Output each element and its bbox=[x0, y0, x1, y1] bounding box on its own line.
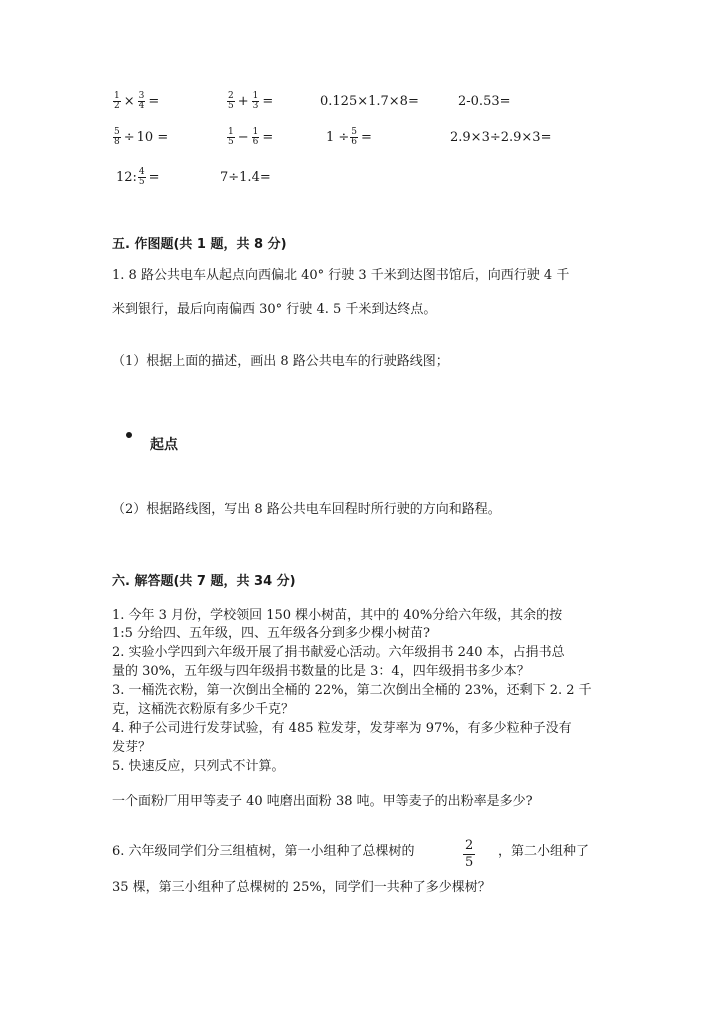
fraction: $\frac{4}{5}$ bbox=[138, 167, 145, 187]
calc-item-r2-b: $\frac{1}{5}$ − $\frac{1}{6}$ = bbox=[228, 127, 274, 147]
fraction: $\frac{3}{4}$ bbox=[138, 91, 145, 111]
calc-item-r3-a: 12: $\frac{4}{5}$ = bbox=[116, 167, 160, 187]
section6-line: 克，这桶洗衣粉原有多少千克？ bbox=[112, 702, 295, 717]
section6-q5-detail: 一个面粉厂用甲等麦子 40 吨磨出面粉 38 吨。甲等麦子的出粉率是多少? bbox=[112, 794, 533, 809]
fraction: $\frac{1}{5}$ bbox=[228, 127, 234, 147]
section5-heading: 五. 作图题(共 1 题，共 8 分) bbox=[112, 237, 287, 252]
calc-item-r1-b: $\frac{2}{5}$ + $\frac{1}{3}$ = bbox=[228, 91, 274, 111]
section6-line: 1:5 分给四、五年级，四、五年级各分到多少棵小树苗? bbox=[112, 626, 431, 641]
section6-q6-line1-pre: 6. 六年级同学们分三组植树，第一小组种了总棵树的 bbox=[112, 844, 415, 859]
section6-line: 量的 30%，五年级与四年级捐书数量的比是 3：4，四年级捐书多少本？ bbox=[112, 664, 530, 679]
section6-line: 2. 实验小学四到六年级开展了捐书献爱心活动。六年级捐书 240 本，占捐书总 bbox=[112, 645, 565, 660]
section5-q1-line1: 1. 8 路公共电车从起点向西偏北 40° 行驶 3 千米到达图书馆后，向西行驶 4 千 bbox=[112, 268, 570, 283]
section5-sub1: （1）根据上面的描述，画出 8 路公共电车的行驶路线图； bbox=[112, 354, 449, 369]
calc-item-r1-c: 0.125×1.7×8= bbox=[320, 94, 419, 109]
fraction: $\frac{1}{2}$ bbox=[114, 91, 120, 111]
section6-line: 发芽？ bbox=[112, 740, 152, 755]
fraction: $\frac{5}{8}$ bbox=[114, 127, 120, 147]
calc-item-r1-a: $\frac{1}{2}$ × $\frac{3}{4}$ = bbox=[114, 91, 160, 111]
section6-line: 4. 种子公司进行发芽试验，有 485 粒发芽，发芽率为 97%，有多少粒种子没有 bbox=[112, 721, 572, 736]
section6-q6-fraction: $\frac{2}{5}$ bbox=[465, 838, 474, 870]
section6-line: 1. 今年 3 月份，学校领回 150 棵小树苗，其中的 40%分给六年级，其余的按 bbox=[112, 608, 563, 623]
start-point-label: 起点 bbox=[150, 437, 178, 453]
section5-sub2: （2）根据路线图，写出 8 路公共电车回程时所行驶的方向和路程。 bbox=[112, 502, 501, 517]
calc-item-r3-b: 7÷1.4= bbox=[220, 170, 271, 185]
section6-q6-line1-post: ，第二小组种了 bbox=[498, 844, 590, 859]
calc-item-r2-a: $\frac{5}{8}$ ÷ 10 = bbox=[114, 127, 169, 147]
fraction: $\frac{2}{5}$ bbox=[228, 91, 234, 111]
fraction: $\frac{1}{6}$ bbox=[252, 127, 259, 147]
section5-q1-line2: 米到银行，最后向南偏西 30° 行驶 4. 5 千米到达终点。 bbox=[112, 302, 437, 317]
calc-item-r1-d: 2-0.53= bbox=[458, 94, 511, 109]
section6-line: 5. 快速反应，只列式不计算。 bbox=[112, 759, 285, 774]
section6-heading: 六. 解答题(共 7 题，共 34 分) bbox=[112, 574, 296, 589]
calc-item-r2-d: 2.9×3÷2.9×3= bbox=[450, 130, 552, 145]
calc-item-r2-c: 1 ÷ $\frac{5}{6}$ = bbox=[326, 127, 372, 147]
section6-q6-line2: 35 棵，第三小组种了总棵树的 25%，同学们一共种了多少棵树？ bbox=[112, 880, 491, 895]
fraction: $\frac{5}{6}$ bbox=[351, 127, 358, 147]
section6-line: 3. 一桶洗衣粉，第一次倒出全桶的 22%，第二次倒出全桶的 23%，还剩下 2. 2 千 bbox=[112, 683, 592, 698]
fraction: $\frac{1}{3}$ bbox=[252, 91, 259, 111]
start-point-dot bbox=[126, 432, 132, 438]
